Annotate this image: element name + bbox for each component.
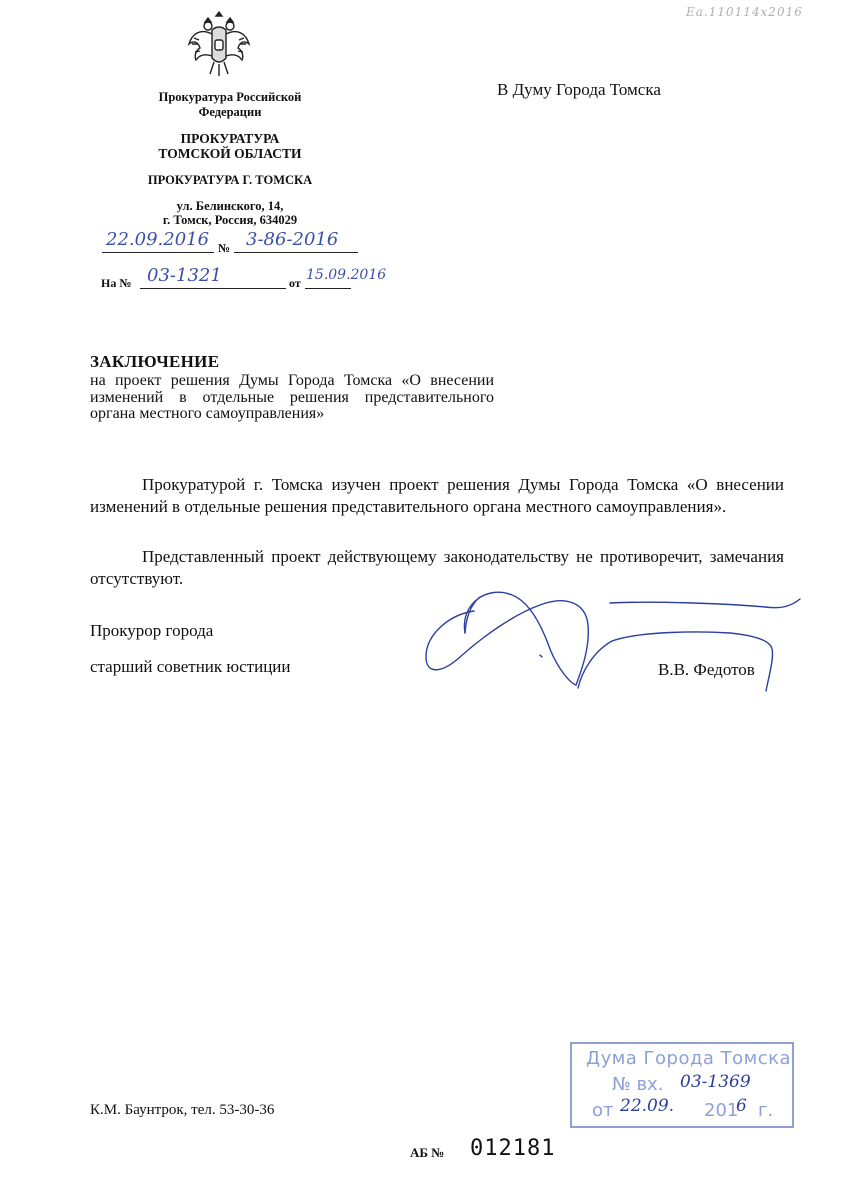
- reply-date-label: от: [289, 276, 301, 290]
- stamp-date-year-print: 201: [704, 1100, 739, 1121]
- outgoing-number: 3-86-2016: [246, 229, 339, 250]
- reply-number: 03-1321: [147, 265, 222, 286]
- body-paragraph-1: Прокуратурой г. Томска изучен проект решения Думы Города Томска «О внесении изменений в отдельные решения представительного органа местного самоуправления».: [90, 475, 784, 516]
- reply-number-label: На №: [101, 276, 132, 290]
- signer-position-line2: старший советник юстиции: [90, 657, 291, 676]
- document-subtitle: на проект решения Думы Города Томска «О внесении изменений в отдельные решения представительного органа местного самоуправления»: [90, 372, 494, 422]
- stamp-incoming-label: № вх.: [612, 1074, 664, 1095]
- stamp-date-suffix: г.: [758, 1100, 774, 1121]
- incoming-stamp: [570, 1042, 794, 1128]
- handwritten-signature: [420, 585, 820, 710]
- signer-position-line1: Прокурор города: [90, 621, 214, 640]
- executor-contact: К.М. Баунтрок, тел. 53-30-36: [90, 1102, 275, 1118]
- serial-number: 012181: [470, 1136, 556, 1161]
- org-name-line1: Прокуратура Российской: [158, 90, 302, 104]
- serial-label: АБ №: [410, 1145, 445, 1160]
- stamp-incoming-number: 03-1369: [680, 1072, 751, 1092]
- city-office-name: ПРОКУРАТУРА Г. ТОМСКА: [147, 173, 313, 187]
- outgoing-number-label: №: [218, 241, 231, 255]
- document-title: ЗАКЛЮЧЕНИЕ: [90, 352, 220, 371]
- org-name-line2: Федерации: [198, 105, 262, 119]
- outgoing-date: 22.09.2016: [106, 229, 210, 250]
- archive-handwritten-note: Ea.110114x2016: [686, 5, 803, 19]
- office-name-line2: ТОМСКОЙ ОБЛАСТИ: [158, 146, 302, 161]
- office-name-line1: ПРОКУРАТУРА: [180, 131, 280, 146]
- stamp-date-year-hand: 6: [736, 1096, 747, 1116]
- body-paragraph-2: Представленный проект действующему законодательству не противоречит, замечания отсутствуют.: [90, 547, 784, 588]
- address-line1: ул. Белинского, 14,: [176, 199, 284, 213]
- stamp-date-day-month: 22.09.: [620, 1096, 675, 1116]
- stamp-org-name: Дума Города Томска: [586, 1048, 792, 1069]
- signer-name: В.В. Федотов: [658, 660, 755, 679]
- stamp-date-label: от: [592, 1100, 614, 1121]
- recipient: В Думу Города Томска: [497, 80, 661, 99]
- reply-date: 15.09.2016: [306, 267, 387, 283]
- address-line2: г. Томск, Россия, 634029: [162, 213, 298, 227]
- coat-of-arms-icon: [186, 8, 252, 78]
